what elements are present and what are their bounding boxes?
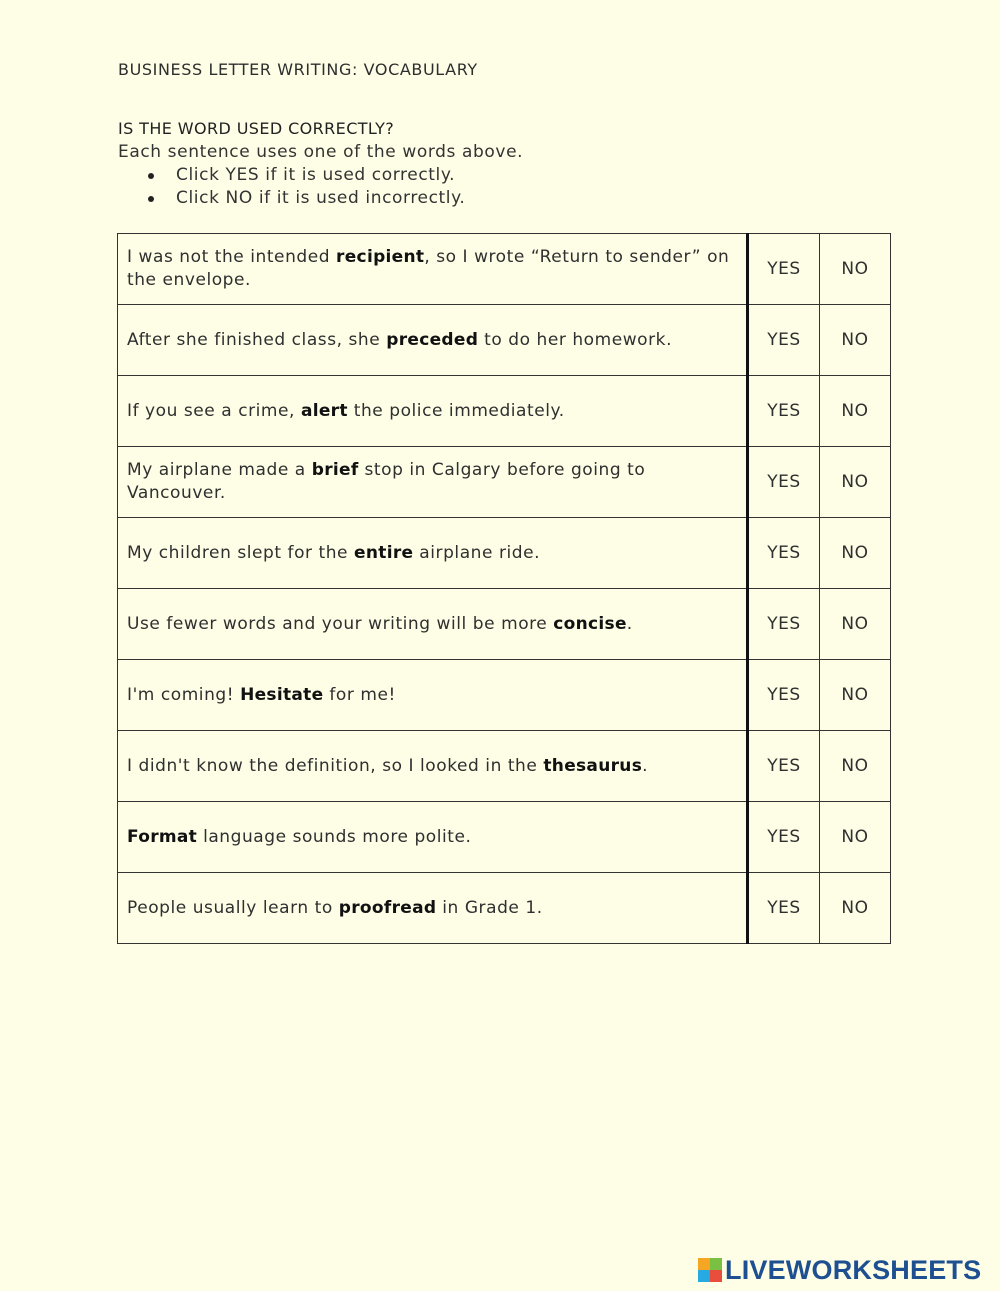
yes-option[interactable]: YES [748, 660, 820, 731]
badge-square [710, 1270, 722, 1282]
badge-square [710, 1258, 722, 1270]
vocabulary-word: concise [553, 613, 627, 634]
no-option[interactable]: NO [820, 660, 891, 731]
yes-option[interactable]: YES [748, 589, 820, 660]
vocabulary-word: thesaurus [543, 755, 643, 776]
sentence-text: My children slept for the [127, 542, 355, 563]
yes-option[interactable]: YES [748, 802, 820, 873]
sentence-cell [118, 589, 748, 660]
vocabulary-word: recipient [336, 247, 425, 267]
sentence-cell [118, 376, 748, 447]
sentence-text: After she finished class, she [127, 329, 387, 350]
sentence-text: I was not the intended [127, 247, 337, 267]
sentence-cell [118, 234, 748, 305]
no-option[interactable]: NO [820, 518, 891, 589]
instruction-item: Click NO if it is used incorrectly. [146, 187, 465, 210]
sentence-cell [118, 518, 748, 589]
yes-option[interactable]: YES [748, 305, 820, 376]
sentence-text: stop in Calgary before going to Vancouver. [127, 460, 646, 503]
document-title: BUSINESS LETTER WRITING: VOCABULARY [118, 60, 478, 79]
sentence-cell [118, 447, 748, 518]
sentence-text: airplane ride. [413, 542, 541, 563]
sentence-text: My airplane made a [127, 460, 312, 480]
sentence-text: language sounds more polite. [197, 826, 472, 847]
no-option[interactable]: NO [820, 873, 891, 944]
logo-badge-icon [698, 1258, 722, 1282]
sentence-text: to do her homework. [478, 329, 673, 350]
vocabulary-word: Format [127, 826, 198, 847]
sentence-cell [118, 802, 748, 873]
sentence-text: People usually learn to [127, 897, 339, 918]
yes-option[interactable]: YES [748, 234, 820, 305]
instruction-list [146, 164, 465, 210]
quiz-row [118, 660, 891, 731]
sentence-cell [118, 873, 748, 944]
sentence-cell [118, 305, 748, 376]
sentence-cell [118, 660, 748, 731]
sentence-text: . [626, 613, 633, 634]
yes-option[interactable]: YES [748, 376, 820, 447]
no-option[interactable]: NO [820, 447, 891, 518]
no-option[interactable]: NO [820, 234, 891, 305]
sentence-text: I'm coming! [127, 684, 241, 705]
vocabulary-word: brief [311, 460, 359, 480]
quiz-row [118, 305, 891, 376]
sentence-text: If you see a crime, [127, 400, 301, 421]
sentence-text: in Grade 1. [436, 897, 543, 918]
quiz-table [117, 233, 891, 944]
question-heading: IS THE WORD USED CORRECTLY? [118, 119, 395, 138]
quiz-row [118, 873, 891, 944]
badge-square [698, 1258, 710, 1270]
quiz-row [118, 518, 891, 589]
instruction-item: Click YES if it is used correctly. [146, 164, 465, 187]
yes-option[interactable]: YES [748, 518, 820, 589]
badge-square [698, 1270, 710, 1282]
sentence-text: for me! [323, 684, 396, 705]
sentence-text: the police immediately. [347, 400, 565, 421]
vocabulary-word: alert [300, 400, 348, 421]
no-option[interactable]: NO [820, 376, 891, 447]
quiz-row [118, 234, 891, 305]
vocabulary-word: entire [354, 542, 414, 563]
intro-text: Each sentence uses one of the words above. [118, 142, 524, 162]
vocabulary-word: proofread [338, 897, 437, 918]
vocabulary-word: preceded [386, 329, 479, 350]
quiz-row [118, 802, 891, 873]
sentence-cell [118, 731, 748, 802]
vocabulary-word: Hesitate [240, 684, 324, 705]
yes-option[interactable]: YES [748, 873, 820, 944]
no-option[interactable]: NO [820, 589, 891, 660]
sentence-text: . [642, 755, 649, 776]
no-option[interactable]: NO [820, 802, 891, 873]
logo-text: LIVEWORKSHEETS [725, 1254, 982, 1285]
liveworksheets-logo [698, 1256, 981, 1284]
sentence-text: Use fewer words and your writing will be more [127, 613, 554, 634]
no-option[interactable]: NO [820, 731, 891, 802]
no-option[interactable]: NO [820, 305, 891, 376]
yes-option[interactable]: YES [748, 731, 820, 802]
sentence-text: , so I wrote “Return to sender” on the envelope. [127, 247, 730, 290]
quiz-row [118, 731, 891, 802]
quiz-row [118, 376, 891, 447]
quiz-row [118, 589, 891, 660]
sentence-text: I didn't know the definition, so I looked in the [127, 755, 544, 776]
quiz-row [118, 447, 891, 518]
yes-option[interactable]: YES [748, 447, 820, 518]
